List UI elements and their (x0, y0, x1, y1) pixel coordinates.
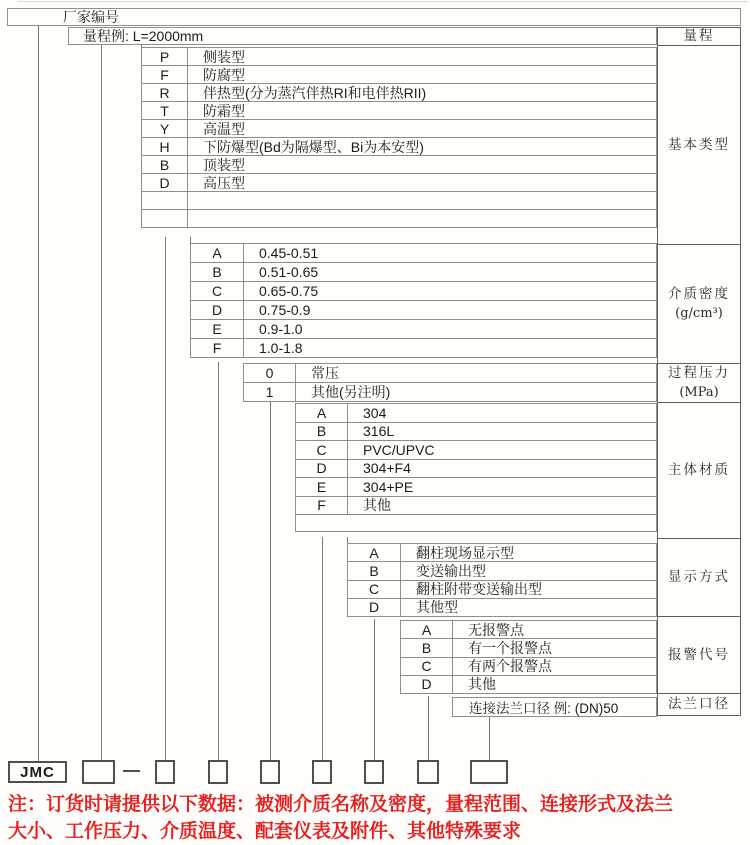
section-label: 法兰口径 (657, 693, 741, 716)
table-row (347, 598, 657, 617)
order-note (8, 791, 748, 845)
option-desc: 其他型 (416, 599, 458, 616)
connector-line (489, 716, 490, 762)
section-label: 介质密度 (g/cm³) (657, 244, 741, 364)
option-code: A (191, 244, 244, 262)
section-label: 报警代号 (657, 616, 741, 694)
basic-type-table (141, 47, 657, 228)
table-row (141, 155, 657, 174)
option-desc: 有两个报警点 (468, 658, 552, 675)
option-desc: 1.0-1.8 (259, 340, 303, 356)
option-code: D (348, 599, 401, 616)
code-box-alarm (417, 760, 439, 784)
table-row-empty (141, 191, 657, 210)
option-code: B (142, 156, 188, 173)
density-table (190, 243, 657, 358)
order-note-line1: 注：订货时请提供以下数据：被测介质名称及密度，量程范围、连接形式及法兰 (8, 794, 674, 815)
option-code (142, 192, 188, 209)
option-desc: 变送输出型 (416, 562, 486, 579)
option-code: B (191, 263, 244, 281)
range-example-label: 量程例: L=2000mm (83, 28, 204, 44)
option-code: D (191, 301, 244, 319)
option-desc: 其他 (363, 497, 391, 514)
option-code: P (142, 48, 188, 65)
code-box-flange (470, 760, 508, 784)
code-box-range (82, 760, 115, 784)
alarm-table (400, 620, 657, 694)
option-desc: 有一个报警点 (468, 639, 552, 656)
table-row (400, 657, 657, 676)
table-row (243, 382, 657, 402)
table-row (295, 403, 657, 423)
table-row (190, 243, 657, 263)
option-desc: 翻柱现场显示型 (416, 544, 514, 561)
connector-line (218, 362, 219, 762)
table-row (141, 101, 657, 120)
option-code: A (401, 621, 453, 638)
table-row (295, 496, 657, 516)
option-desc: 316L (363, 423, 395, 440)
option-desc: 防腐型 (203, 66, 245, 83)
option-desc: 0.51-0.65 (259, 264, 319, 280)
option-code: T (142, 102, 188, 119)
option-desc: 0.65-0.75 (259, 283, 319, 299)
model-prefix: JMC (20, 763, 55, 781)
code-box-pressure (260, 760, 280, 784)
option-desc: 0.75-0.9 (259, 302, 311, 318)
option-code: B (401, 639, 453, 656)
connector-line (428, 696, 429, 762)
option-code: 0 (244, 364, 296, 382)
table-row (141, 137, 657, 156)
table-row (295, 440, 657, 460)
option-desc: 翻柱附带变送输出型 (416, 581, 542, 598)
option-desc: 防霜型 (203, 102, 245, 119)
display-mode-table (347, 543, 657, 617)
option-desc (188, 192, 656, 209)
option-desc: 304+F4 (363, 460, 411, 477)
table-row (400, 675, 657, 694)
section-label: 基本类型 (657, 45, 741, 245)
code-box-density (208, 760, 228, 784)
option-desc: 顶装型 (203, 156, 245, 173)
option-desc: 高压型 (203, 174, 245, 191)
section-label: 显示方式 (657, 538, 741, 617)
option-code: C (401, 658, 453, 675)
option-code: B (348, 562, 401, 579)
option-desc: 下防爆型(Bd为隔爆型、Bi为本安型) (203, 138, 424, 155)
option-desc: 侧装型 (203, 48, 245, 65)
factory-code-label: 厂家编号 (63, 9, 119, 25)
connector-line (322, 537, 323, 762)
option-code: E (296, 478, 348, 496)
option-code: F (142, 66, 188, 83)
option-desc: PVC/UPVC (363, 441, 435, 458)
option-code: F (296, 497, 348, 515)
option-code: D (296, 460, 348, 478)
option-code: A (296, 404, 348, 422)
option-code: B (296, 423, 348, 441)
order-note-line2: 大小、工作压力、介质温度、配套仪表及附件、其他特殊要求 (8, 821, 522, 842)
table-row (141, 119, 657, 138)
table-row (347, 561, 657, 580)
table-row (141, 65, 657, 84)
option-code (142, 210, 188, 227)
connector-line (101, 44, 102, 762)
option-desc: 高温型 (203, 120, 245, 137)
option-code: 1 (244, 383, 296, 401)
table-row (295, 422, 657, 442)
code-box-basic-type (155, 760, 175, 784)
table-row (190, 281, 657, 301)
option-code: H (142, 138, 188, 155)
option-desc: 0.45-0.51 (259, 245, 319, 261)
section-label: 过程压力 (MPa) (657, 363, 741, 403)
table-row (190, 338, 657, 358)
option-desc: 其他(另注明) (311, 384, 391, 400)
option-desc (188, 210, 656, 227)
section-label-column (657, 27, 741, 716)
option-code: C (296, 441, 348, 459)
option-code: C (191, 282, 244, 300)
flange-size-text: 连接法兰口径 例: (DN)50 (469, 701, 619, 716)
material-table (295, 403, 657, 532)
option-code: E (191, 320, 244, 338)
section-label: 主体材质 (657, 402, 741, 539)
table-row (243, 363, 657, 383)
section-label: 量程 (657, 27, 741, 46)
table-row (141, 173, 657, 192)
range-example-row (68, 27, 657, 45)
connector-line (38, 25, 39, 762)
table-row (347, 580, 657, 599)
option-code: F (191, 339, 244, 357)
connector-line (270, 402, 271, 762)
table-row (141, 47, 657, 66)
option-desc: 0.9-1.0 (259, 321, 303, 337)
table-row (190, 262, 657, 282)
connector-line (165, 237, 166, 762)
flange-size-row (452, 697, 657, 717)
table-row (141, 83, 657, 102)
code-box-display (364, 760, 384, 784)
code-box-material (312, 760, 332, 784)
option-code: A (348, 544, 401, 561)
table-row (400, 638, 657, 657)
connector-line (374, 619, 375, 762)
option-desc: 常压 (311, 365, 339, 381)
option-code: D (401, 676, 453, 693)
option-desc: 304 (363, 404, 387, 421)
table-row (347, 543, 657, 562)
table-row (295, 459, 657, 479)
option-desc (296, 515, 656, 531)
model-prefix-box (8, 761, 67, 783)
table-row (400, 620, 657, 639)
separator-dash (123, 770, 140, 772)
option-desc: 无报警点 (468, 621, 524, 638)
pressure-table (243, 363, 657, 402)
option-desc: 伴热型(分为蒸汽伴热RI和电伴热RII) (203, 84, 427, 101)
option-desc: 304+PE (363, 478, 414, 495)
option-code: Y (142, 120, 188, 137)
table-row-empty (295, 514, 657, 532)
option-code: D (142, 174, 188, 191)
option-code: C (348, 581, 401, 598)
option-desc: 其他 (468, 676, 496, 693)
option-code: R (142, 84, 188, 101)
table-row (295, 477, 657, 497)
page-edge-line (18, 1, 748, 2)
table-row (190, 300, 657, 320)
table-row (190, 319, 657, 339)
factory-code-header (7, 8, 741, 26)
table-row-empty (141, 209, 657, 228)
